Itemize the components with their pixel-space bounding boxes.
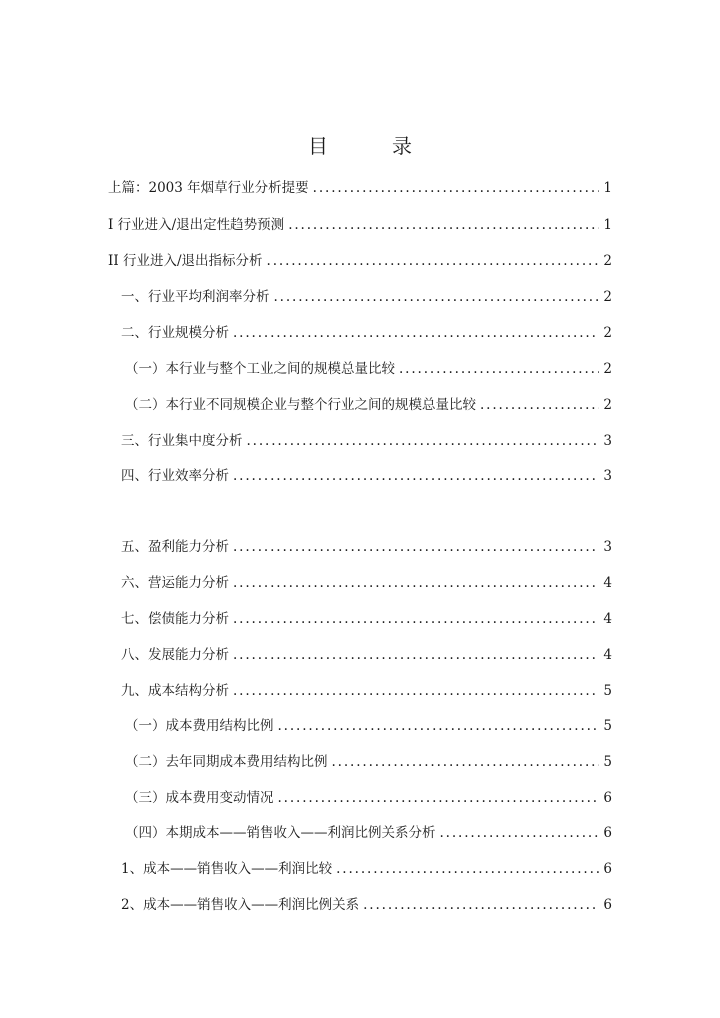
toc-entry-label: （一）成本费用结构比例	[125, 718, 274, 734]
toc-entry-page: 6	[603, 861, 612, 877]
toc-entry-label: 1、成本——销售收入——利润比较	[121, 861, 333, 877]
toc-entry-page: 2	[603, 253, 612, 269]
toc-leader	[278, 788, 600, 808]
toc-leader	[278, 716, 600, 736]
toc-entry[interactable]	[125, 395, 612, 415]
toc-entry-page: 4	[603, 647, 612, 663]
toc-entry[interactable]	[108, 251, 612, 271]
toc-entry[interactable]	[121, 859, 612, 879]
toc-entry-page: 2	[603, 397, 612, 413]
toc-entry-label: 二、行业规模分析	[121, 325, 229, 341]
toc-leader	[399, 359, 599, 379]
toc-entry-page: 2	[603, 325, 612, 341]
toc-entry-page: 6	[603, 790, 612, 806]
toc-entry-label: （二）本行业不同规模企业与整个行业之间的规模总量比较	[125, 397, 476, 413]
toc-leader	[233, 681, 599, 701]
toc-entry[interactable]	[121, 681, 612, 701]
toc-leader	[233, 323, 599, 343]
toc-entry[interactable]	[108, 178, 612, 198]
page-title: 目 录	[308, 134, 434, 158]
toc-entry-label: （二）去年同期成本费用结构比例	[125, 754, 328, 770]
toc-entry-label: II 行业进入/退出指标分析	[108, 253, 263, 269]
toc-entry-label: I 行业进入/退出定性趋势预测	[108, 217, 285, 233]
toc-entry[interactable]	[121, 609, 612, 629]
toc-entry[interactable]	[121, 466, 612, 486]
toc-entry[interactable]	[108, 215, 612, 235]
toc-entry-label: 五、盈利能力分析	[121, 539, 229, 555]
toc-entry-page: 5	[603, 718, 612, 734]
toc-entry-label: 六、营运能力分析	[121, 575, 229, 591]
toc-leader	[274, 287, 600, 307]
toc-entry-label: （四）本期成本——销售收入——利润比例关系分析	[125, 825, 436, 841]
toc-leader	[313, 178, 600, 198]
toc-leader	[288, 215, 599, 235]
toc-entry-label: 八、发展能力分析	[121, 647, 229, 663]
toc-entry[interactable]	[121, 287, 612, 307]
toc-entry-label: 2、成本——销售收入——利润比例关系	[121, 897, 360, 913]
toc-leader	[233, 573, 599, 593]
toc-entry-page: 6	[603, 825, 612, 841]
toc-entry[interactable]	[121, 895, 612, 915]
toc-leader	[332, 752, 600, 772]
toc-entry[interactable]	[121, 573, 612, 593]
toc-leader	[233, 537, 599, 557]
toc-leader	[480, 395, 599, 415]
toc-leader	[247, 431, 600, 451]
toc-leader	[440, 823, 600, 843]
toc-entry-page: 3	[603, 433, 612, 449]
toc-entry-page: 3	[603, 539, 612, 555]
toc-entry[interactable]	[125, 716, 612, 736]
toc-leader	[233, 466, 599, 486]
toc-entry[interactable]	[121, 323, 612, 343]
toc-entry[interactable]	[121, 431, 612, 451]
toc-entry[interactable]	[121, 537, 612, 557]
toc-leader	[233, 609, 599, 629]
toc-entry-label: 一、行业平均利润率分析	[121, 289, 270, 305]
toc-entry-label: （一）本行业与整个工业之间的规模总量比较	[125, 361, 395, 377]
toc-leader	[336, 859, 599, 879]
toc-entry-page: 5	[603, 754, 612, 770]
toc-entry-page: 1	[603, 217, 612, 233]
toc-entry-label: 九、成本结构分析	[121, 683, 229, 699]
toc-entry[interactable]	[125, 788, 612, 808]
toc-entry[interactable]	[125, 823, 612, 843]
toc-entry-page: 2	[603, 361, 612, 377]
toc-entry-page: 2	[603, 289, 612, 305]
toc-leader	[363, 895, 599, 915]
toc-entry-page: 3	[603, 468, 612, 484]
toc-leader	[267, 251, 600, 271]
toc-leader	[233, 645, 599, 665]
toc-entry-label: （三）成本费用变动情况	[125, 790, 274, 806]
toc-entry[interactable]	[121, 645, 612, 665]
toc-entry[interactable]	[125, 752, 612, 772]
toc-entry-label: 上篇：2003 年烟草行业分析提要	[108, 180, 309, 196]
toc-entry-page: 1	[603, 180, 612, 196]
toc-entry-page: 4	[603, 611, 612, 627]
toc-entry-label: 七、偿债能力分析	[121, 611, 229, 627]
toc-entry-label: 三、行业集中度分析	[121, 433, 243, 449]
toc-entry-label: 四、行业效率分析	[121, 468, 229, 484]
toc-entry-page: 5	[603, 683, 612, 699]
toc-entry[interactable]	[125, 359, 612, 379]
toc-entry-page: 6	[603, 897, 612, 913]
toc-entry-page: 4	[603, 575, 612, 591]
